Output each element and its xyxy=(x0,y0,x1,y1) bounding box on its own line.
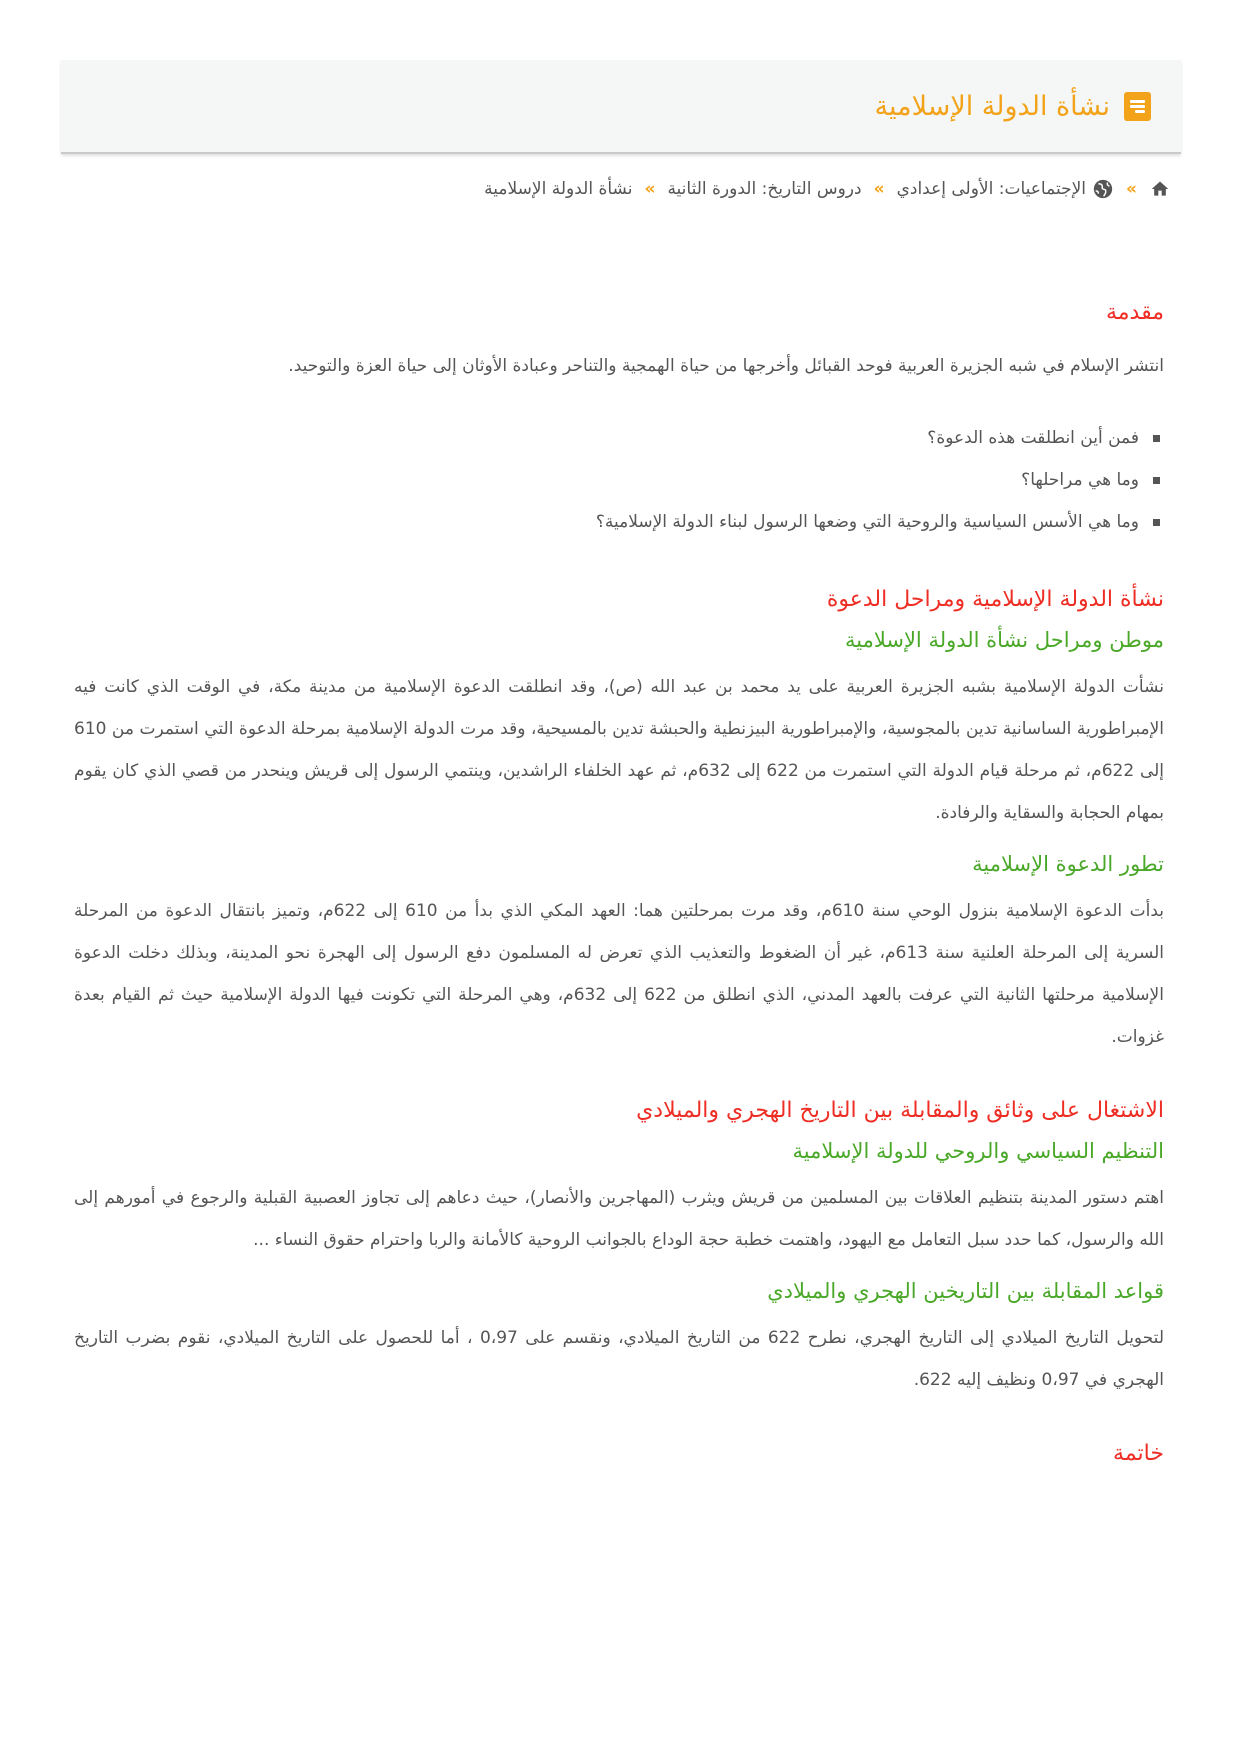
breadcrumb-item-social-studies[interactable]: الإجتماعيات: الأولى إعدادي xyxy=(896,179,1087,199)
section2-sub2-heading: قواعد المقابلة بين التاريخين الهجري والميلادي xyxy=(767,1279,1164,1303)
breadcrumb-item-current: نشأة الدولة الإسلامية xyxy=(484,179,633,199)
breadcrumb-separator: » xyxy=(644,179,656,199)
list-item-text: وما هي الأسس السياسية والروحية التي وضعها الرسول لبناء الدولة الإسلامية؟ xyxy=(595,512,1139,532)
list-item-text: وما هي مراحلها؟ xyxy=(1021,470,1139,490)
section2-heading: الاشتغال على وثائق والمقابلة بين التاريخ الهجري والميلادي xyxy=(636,1098,1164,1123)
list-item-text: فمن أين انطلقت هذه الدعوة؟ xyxy=(927,428,1139,448)
breadcrumb-separator: » xyxy=(1126,179,1137,199)
list-item xyxy=(74,459,1164,501)
breadcrumb-item-history-lessons[interactable]: دروس التاريخ: الدورة الثانية xyxy=(667,179,862,199)
section2-sub1-paragraph: اهتم دستور المدينة بتنظيم العلاقات بين المسلمين من قريش ويثرب (المهاجرين والأنصار)، حيث دعاهم إلى تجاوز العصبية القبلية والرجوع في أمورهم إلى الله والرسول، كما حدد سبل التعامل مع اليهود، واهتمت خطبة حجة الوداع بالجوانب الروحية كالأمانة والربا واحترام حقوق النساء ... xyxy=(74,1188,1164,1250)
intro-heading: مقدمة xyxy=(1105,300,1164,325)
section1-sub1-heading: موطن ومراحل نشأة الدولة الإسلامية xyxy=(844,628,1164,652)
list-item xyxy=(74,417,1164,459)
intro-questions-list xyxy=(74,417,1164,543)
breadcrumb xyxy=(484,178,1171,200)
bullet-icon xyxy=(1153,435,1160,442)
page-header xyxy=(61,60,1181,154)
conclusion-heading: خاتمة xyxy=(1113,1441,1164,1466)
document-icon xyxy=(1124,92,1151,121)
intro-paragraph: انتشر الإسلام في شبه الجزيرة العربية فوحد القبائل وأخرجها من حياة الهمجية والتناحر وعبادة الأوثان إلى حياة العزة والتوحيد. xyxy=(288,356,1164,376)
section1-heading: نشأة الدولة الإسلامية ومراحل الدعوة xyxy=(826,587,1164,612)
bullet-icon xyxy=(1153,519,1160,526)
section1-sub1-paragraph: نشأت الدولة الإسلامية بشبه الجزيرة العربية على يد محمد بن عبد الله (ص)، وقد انطلقت الدعوة الإسلامية من مدينة مكة، في الوقت الذي كانت فيه الإمبراطورية الساسانية تدين بالمجوسية، والإمبراطورية البيزنطية والحبشة تدين بالمسيحية، وقد مرت الدولة الإسلامية بمرحلة الدعوة التي استمرت من 610 إلى 622م، ثم مرحلة قيام الدولة التي استمرت من 622 إلى 632م، ثم عهد الخلفاء الراشدين، وينتمي الرسول إلى قريش وينحدر من قصي الذي كان يقوم بمهام الحجابة والسقاية والرفادة. xyxy=(74,677,1165,823)
page-title: نشأة الدولة الإسلامية xyxy=(874,90,1110,122)
section2-sub2-paragraph: لتحويل التاريخ الميلادي إلى التاريخ الهجري، نطرح 622 من التاريخ الميلادي، ونقسم على 0،97 ، أما للحصول على التاريخ الميلادي، نقوم بضرب التاريخ الهجري في 0،97 ونظيف إليه 622. xyxy=(74,1328,1164,1390)
section2-sub1-heading: التنظيم السياسي والروحي للدولة الإسلامية xyxy=(792,1139,1164,1163)
globe-icon xyxy=(1092,178,1114,200)
list-item xyxy=(74,501,1164,543)
bullet-icon xyxy=(1153,477,1160,484)
section1-sub2-heading: تطور الدعوة الإسلامية xyxy=(972,852,1164,876)
home-icon[interactable] xyxy=(1149,179,1171,199)
breadcrumb-separator: » xyxy=(873,179,885,199)
section1-sub2-paragraph: بدأت الدعوة الإسلامية بنزول الوحي سنة 610م، وقد مرت بمرحلتين هما: العهد المكي الذي بدأ من 610 إلى 622م، وتميز بانتقال الدعوة من المرحلة السرية إلى المرحلة العلنية سنة 613م، غير أن الضغوط والتعذيب الذي تعرض له المسلمون دفع الرسول إلى الهجرة نحو المدينة، وبذلك دخلت الدعوة الإسلامية مرحلتها الثانية التي عرفت بالعهد المدني، الذي انطلق من 622 إلى 632م، وهي المرحلة التي تكونت فيها الدولة الإسلامية حيث ثم القيام بعدة غزوات. xyxy=(74,901,1165,1047)
lesson-content xyxy=(74,300,1164,1466)
